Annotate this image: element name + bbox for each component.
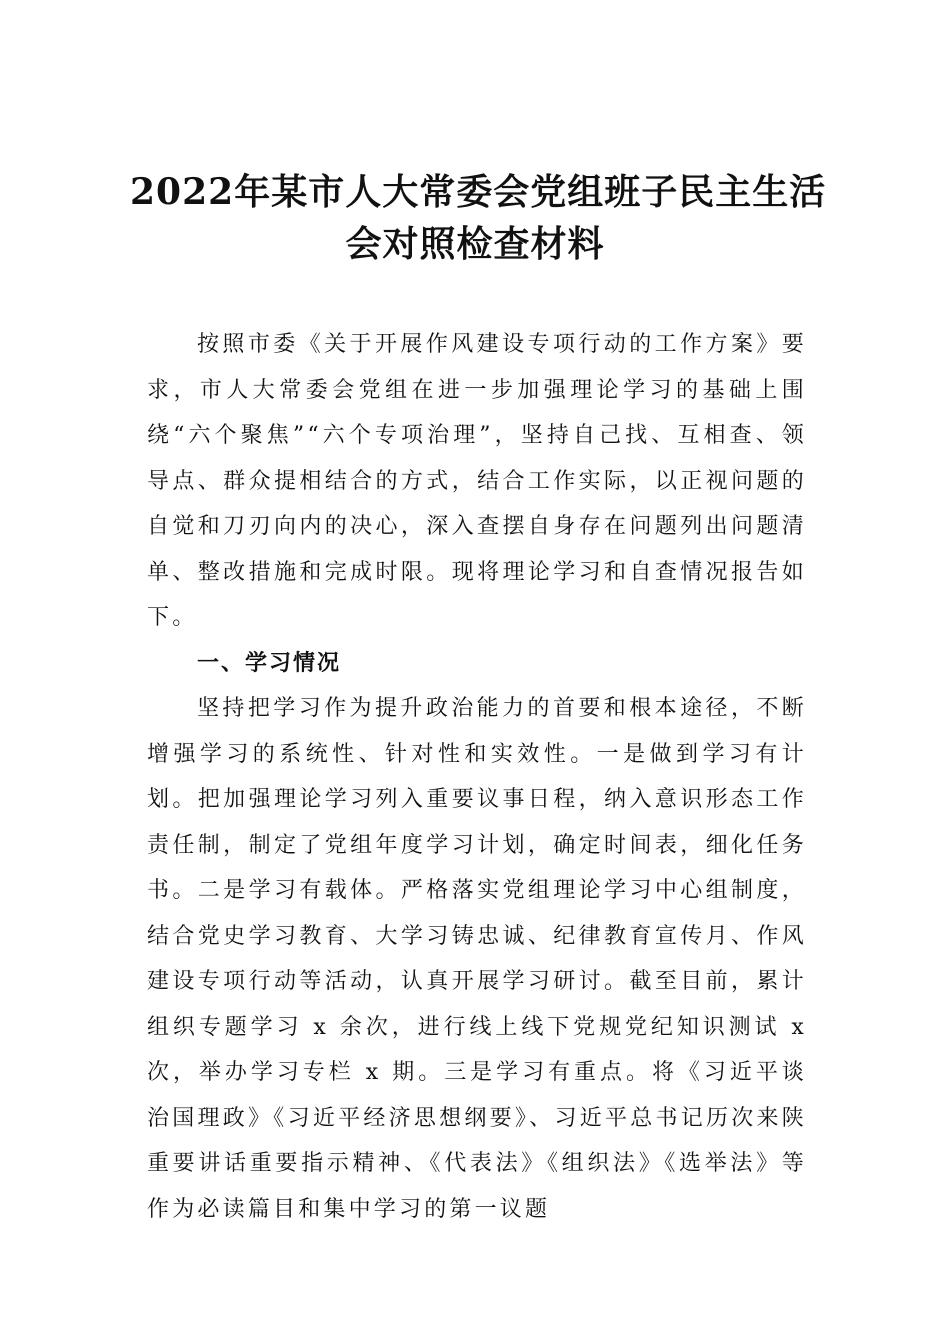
title-line-2: 会对照检查材料 [345,223,605,265]
intro-paragraph: 按照市委《关于开展作风建设专项行动的工作方案》要求，市人大常委会党组在进一步加强理论学习的基础上围绕“六个聚焦”“六个专项治理”，坚持自己找、互相查、领导点、群众提相结合的方式，结合工作实际，以正视问题的自觉和刀刃向内的决心，深入查摆自身存在问题列出问题清单、整改措施和完成时限。现将理论学习和自查情况报告如下。 [147,332,807,630]
study-paragraph: 坚持把学习作为提升政治能力的首要和根本途径，不断增强学习的系统性、针对性和实效性。一是做到学习有计划。把加强理论学习列入重要议事日程，纳入意识形态工作责任制，制定了党组年度学习计划，确定时间表，细化任务书。二是学习有载体。严格落实党组理论学习中心组制度，结合党史学习教育、大学习铸忠诚、纪律教育宣传月、作风建设专项行动等活动，认真开展学习研讨。截至目前，累计组织专题学习 x 余次，进行线上线下党规党纪知识测试 x 次，举办学习专栏 x 期。三是学习有重点。将《习近平谈治国理政》《习近平经济思想纲要》、习近平总书记历次来陕重要讲话重要指示精神、《代表法》《组织法》《选举法》等作为必读篇目和集中学习的第一议题 [147,696,807,1222]
section-heading-study: 一、学习情况 [197,650,342,676]
title-line-1: 2022年某市人大常委会党组班子民主生活 [130,171,827,213]
document-title [130,166,827,270]
document-body [147,322,807,1232]
